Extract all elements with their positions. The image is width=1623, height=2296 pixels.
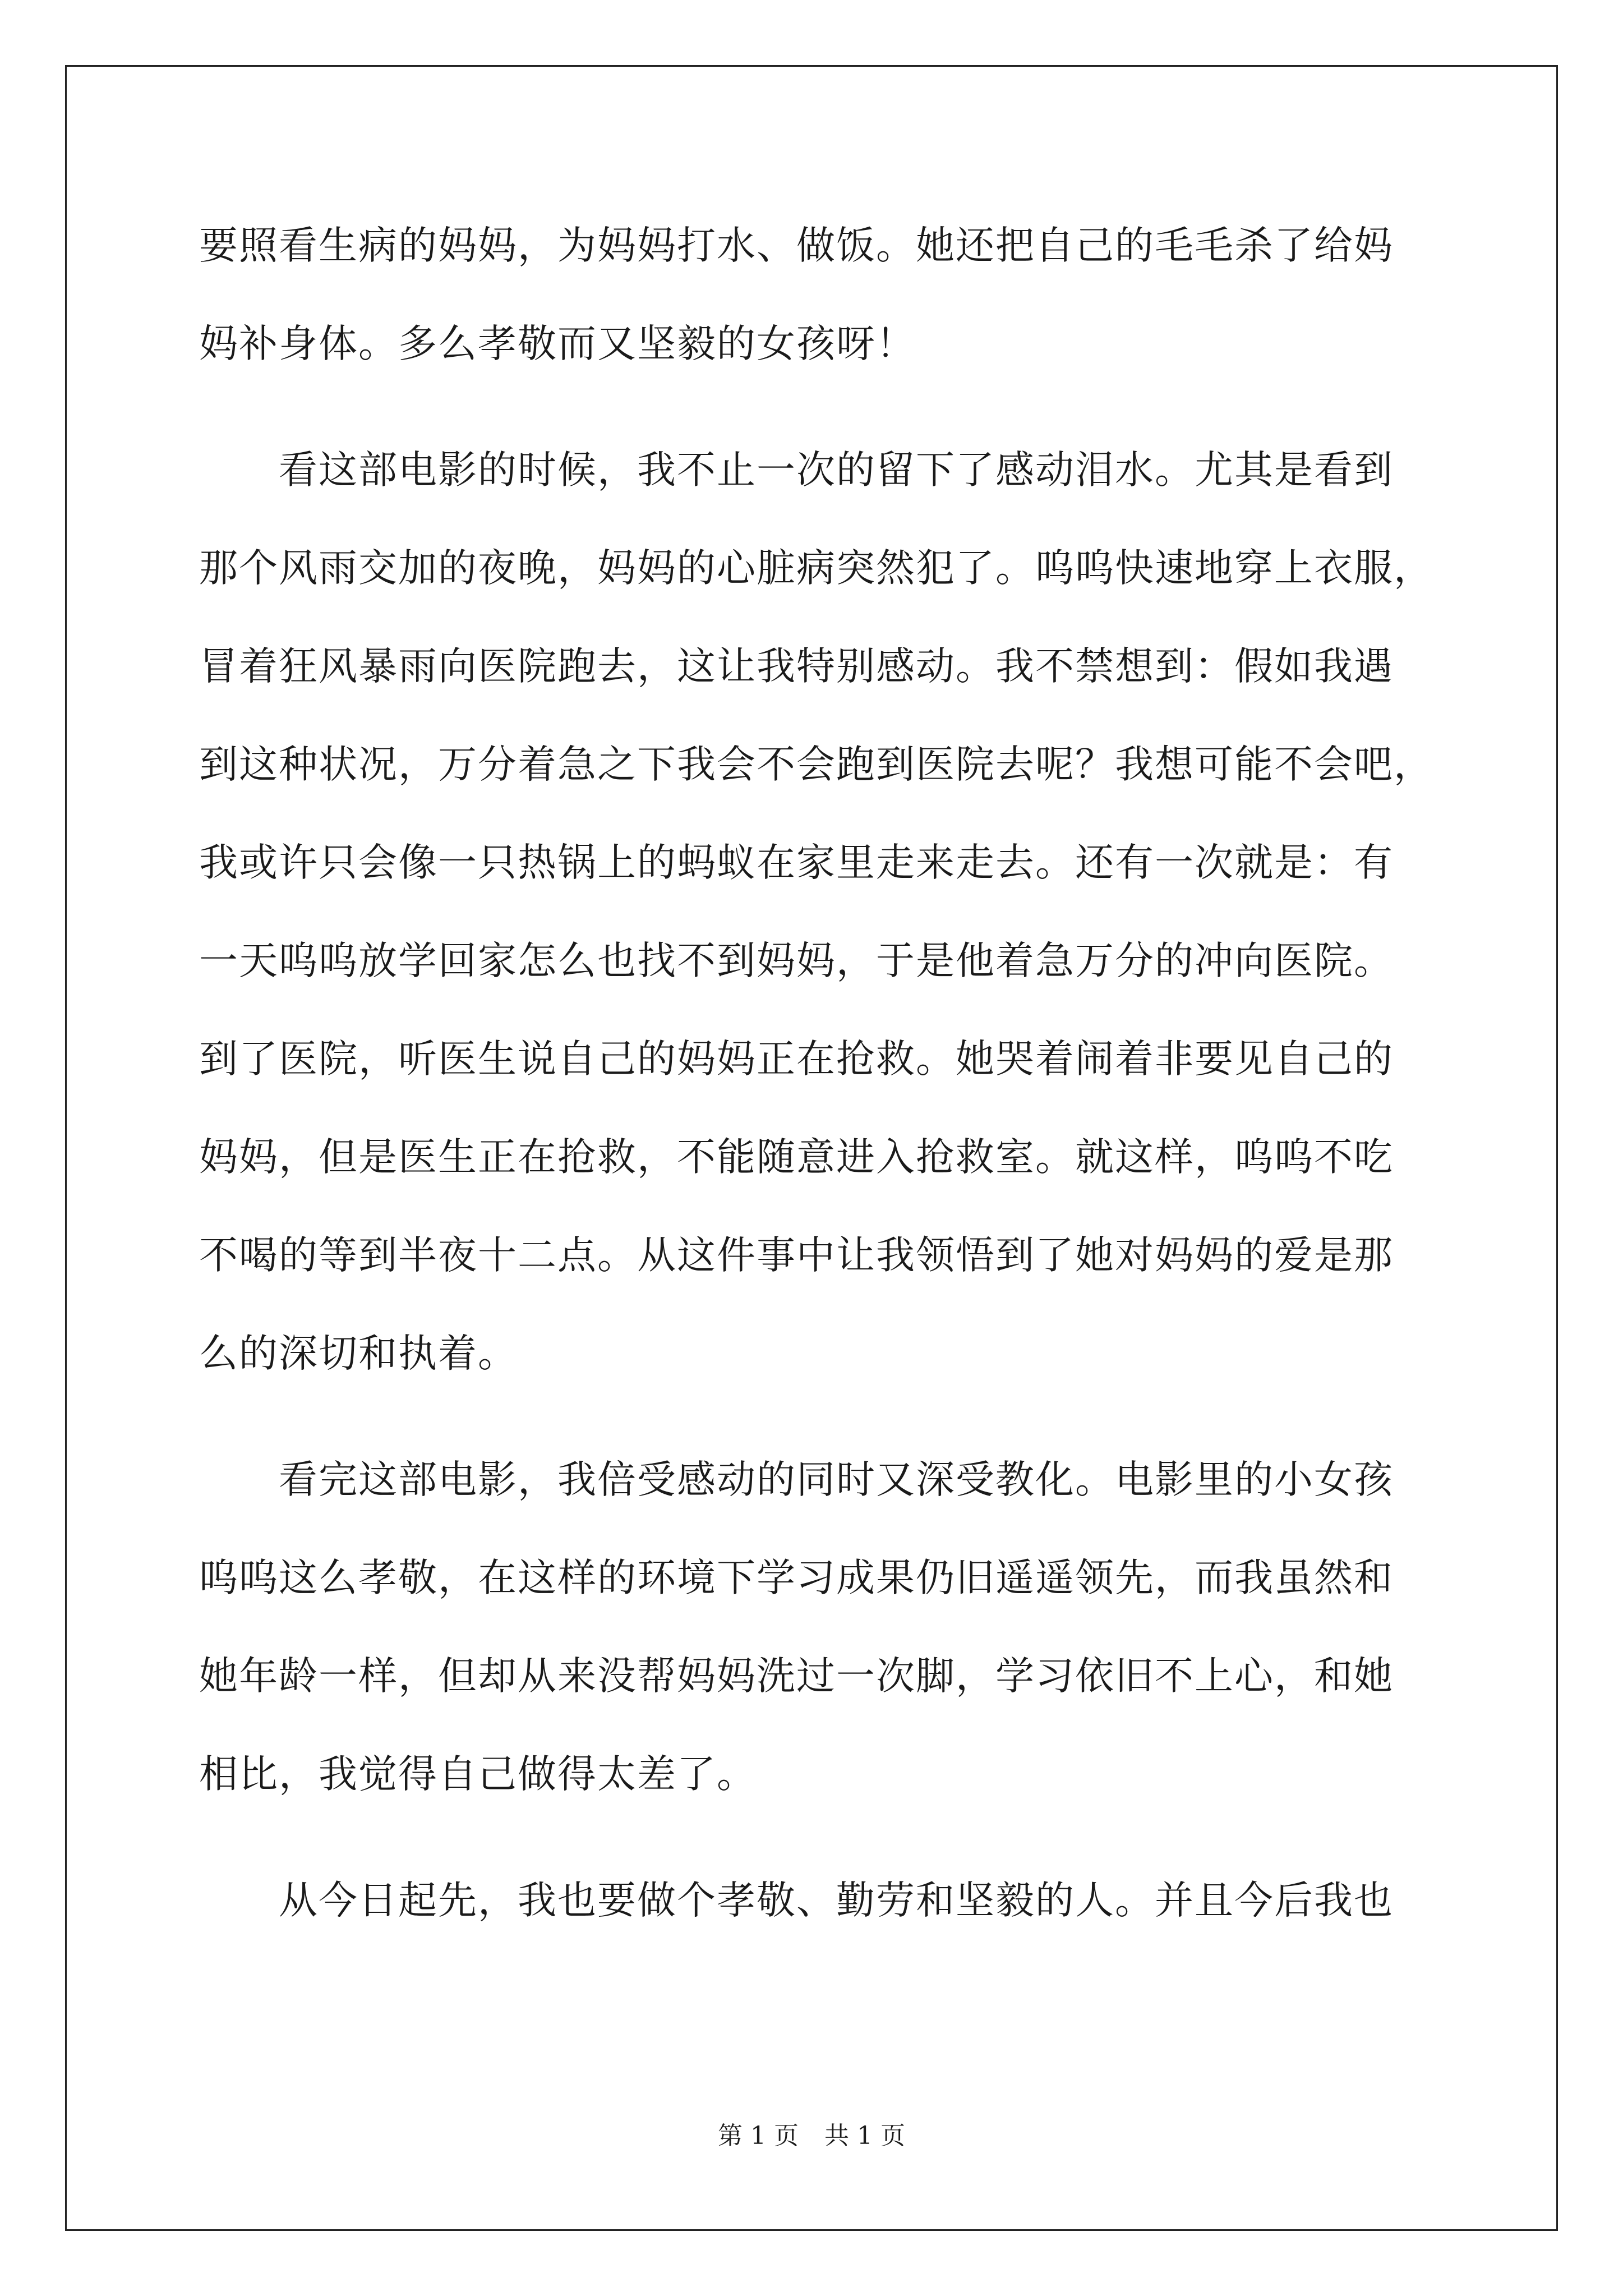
text-line: 不喝的等到半夜十二点。从这件事中让我领悟到了她对妈妈的爱是那 bbox=[199, 1233, 1394, 1278]
text-line: 冒着狂风暴雨向医院跑去，这让我特别感动。我不禁想到：假如我遇 bbox=[199, 644, 1394, 689]
text-line: 那个风雨交加的夜晚，妈妈的心脏病突然犯了。呜呜快速地穿上衣服， bbox=[199, 546, 1433, 591]
text-line: 一天呜呜放学回家怎么也找不到妈妈，于是他着急万分的冲向医院。 bbox=[199, 938, 1394, 983]
text-line: 到了医院，听医生说自己的妈妈正在抢救。她哭着闹着非要见自己的 bbox=[199, 1037, 1394, 1082]
text-line: 呜呜这么孝敬，在这样的环境下学习成果仍旧遥遥领先，而我虽然和 bbox=[199, 1556, 1394, 1600]
text-line: 妈补身体。多么孝敬而又坚毅的女孩呀！ bbox=[199, 321, 916, 366]
text-line: 妈妈，但是医生正在抢救，不能随意进入抢救室。就这样，呜呜不吃 bbox=[199, 1135, 1394, 1180]
text-line: 么的深切和执着。 bbox=[199, 1331, 518, 1376]
text-line: 要照看生病的妈妈，为妈妈打水、做饭。她还把自己的毛毛杀了给妈 bbox=[199, 223, 1394, 268]
text-line: 她年龄一样，但却从来没帮妈妈洗过一次脚，学习依旧不上心，和她 bbox=[199, 1654, 1394, 1699]
text-line: 从今日起先，我也要做个孝敬、勤劳和坚毅的人。并且今后我也 bbox=[199, 1878, 1394, 1923]
page-number: 第 1 页 bbox=[718, 2122, 799, 2150]
page-footer bbox=[0, 2119, 1623, 2153]
page-total: 共 1 页 bbox=[824, 2122, 905, 2150]
text-line: 我或许只会像一只热锅上的蚂蚁在家里走来走去。还有一次就是：有 bbox=[199, 840, 1394, 885]
text-line: 看这部电影的时候，我不止一次的留下了感动泪水。尤其是看到 bbox=[199, 448, 1394, 493]
text-line: 到这种状况，万分着急之下我会不会跑到医院去呢？我想可能不会吧， bbox=[199, 742, 1433, 787]
text-line: 看完这部电影，我倍受感动的同时又深受教化。电影里的小女孩 bbox=[199, 1457, 1394, 1502]
text-line: 相比，我觉得自己做得太差了。 bbox=[199, 1752, 757, 1797]
